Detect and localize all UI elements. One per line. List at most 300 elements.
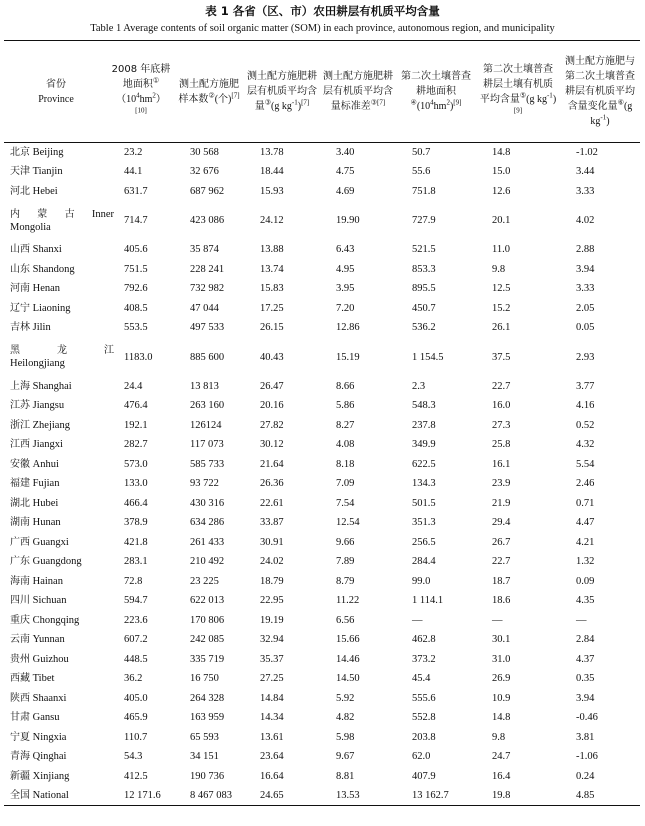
- value-cell-col-3: 27.25: [260, 673, 284, 685]
- value-cell-col-5: 349.9: [412, 439, 436, 451]
- value-cell-col-7: 3.33: [576, 185, 595, 197]
- value-cell-col-2: 687 962: [190, 185, 225, 197]
- value-cell-col-5: —: [412, 614, 423, 626]
- value-cell-col-7: 4.35: [576, 595, 595, 607]
- province-cell: [4, 338, 114, 377]
- header-reference: [7]: [377, 98, 386, 107]
- value-cell-col-1: 421.8: [124, 536, 148, 548]
- header-text: 测土配方施肥样本数: [178, 78, 239, 105]
- header-unit: hm: [139, 93, 153, 105]
- value-cell-col-7: 0.24: [576, 770, 595, 782]
- header-text: 2008 年底耕地面积: [111, 63, 171, 90]
- province-en: Hubei: [32, 497, 59, 509]
- table-row: [4, 260, 640, 280]
- value-cell-col-7: 0.05: [576, 322, 595, 334]
- table-title-english: Table 1 Average contents of soil organic matter (SOM) in each province, autonomous region, and municipality: [90, 23, 555, 34]
- value-cell-col-6: 30.1: [492, 634, 511, 646]
- value-cell-col-6: 9.8: [492, 263, 506, 275]
- value-cell-col-3: 17.25: [260, 302, 284, 314]
- value-cell-col-6: 16.0: [492, 400, 511, 412]
- column-header-4: [320, 41, 396, 143]
- value-cell-col-7: 3.44: [576, 166, 595, 178]
- table-body: [4, 143, 640, 806]
- value-cell-col-3: 24.65: [244, 786, 320, 806]
- province-cell: [4, 533, 108, 553]
- table-row: [4, 689, 640, 709]
- value-cell-col-3: 27.82: [260, 419, 284, 431]
- value-cell-col-3: 18.79: [260, 575, 284, 587]
- province-en: Heilongjiang: [10, 358, 65, 369]
- value-cell-col-1: 594.7: [124, 595, 148, 607]
- value-cell-col-5: 751.8: [412, 185, 436, 197]
- value-cell-col-6: 11.0: [492, 244, 510, 256]
- value-cell-col-1: 631.7: [124, 185, 148, 197]
- province-cn: 安徽: [10, 458, 30, 470]
- province-en: Hunan: [32, 517, 61, 529]
- value-cell-col-2: 126124: [190, 419, 222, 431]
- province-en-rest: Mongolia: [10, 221, 51, 233]
- header-unit: hm: [433, 101, 447, 112]
- province-cn: 辽宁: [10, 302, 30, 314]
- header-reference: [7]: [231, 91, 240, 100]
- value-cell-col-7: 2.05: [576, 302, 595, 314]
- header-unit-exp: 2: [446, 98, 450, 107]
- province-cell: [4, 650, 108, 670]
- province-cn-char: 古: [64, 208, 75, 220]
- value-cell-col-2: 228 241: [190, 263, 225, 275]
- value-cell-col-5: 548.3: [412, 400, 436, 412]
- value-cell-col-3: 20.16: [260, 400, 284, 412]
- value-cell-col-5: 2.3: [412, 380, 426, 392]
- value-cell-col-6: 18.6: [492, 595, 511, 607]
- header-province-cn: 省份: [46, 78, 66, 90]
- province-cell: [4, 416, 108, 436]
- value-cell-col-5: 237.8: [412, 419, 436, 431]
- value-cell-col-2: 634 286: [190, 517, 225, 529]
- value-cell-col-5: 853.3: [412, 263, 436, 275]
- province-cell: [4, 201, 114, 240]
- header-footnote-mark: ①: [152, 76, 160, 85]
- province-cn-char: 龙: [57, 345, 67, 356]
- value-cell-col-2: 170 806: [190, 614, 225, 626]
- value-cell-col-2: 32 676: [190, 166, 219, 178]
- province-cell: [4, 162, 108, 182]
- value-cell-col-5: 501.5: [412, 497, 436, 509]
- value-cell-col-4: 6.56: [336, 614, 355, 626]
- table-row: [4, 318, 640, 338]
- value-cell-col-6: 26.7: [492, 536, 511, 548]
- value-cell-col-4: 7.09: [336, 478, 355, 490]
- column-header-0: [4, 41, 108, 143]
- table-row: [4, 201, 640, 240]
- province-en: Tibet: [32, 673, 55, 685]
- column-header-6: [476, 41, 560, 143]
- table-row: [4, 182, 640, 202]
- value-cell-col-4: 4.08: [336, 439, 355, 451]
- value-cell-col-1: 44.1: [124, 166, 143, 178]
- value-cell-col-7: 0.71: [576, 497, 595, 509]
- province-en: Jiangsu: [32, 400, 65, 412]
- value-cell-col-2: 16 750: [190, 673, 219, 685]
- value-cell-col-6: 15.2: [492, 302, 511, 314]
- province-cn: 云南: [10, 634, 30, 646]
- header-text: 第二次土壤普查耕层土壤有机质平均含量: [479, 63, 553, 105]
- table-row: [4, 338, 640, 377]
- value-cell-col-5: 552.8: [412, 712, 436, 724]
- province-cn: 江苏: [10, 400, 30, 412]
- header-footnote-mark: ⑥: [617, 98, 624, 107]
- province-cn: 四川: [10, 595, 30, 607]
- value-cell-col-1: 448.5: [124, 653, 148, 665]
- province-cell: [4, 396, 108, 416]
- value-cell-col-1: 110.7: [124, 731, 148, 743]
- value-cell-col-3: 26.36: [260, 478, 284, 490]
- value-cell-col-7: 2.46: [576, 478, 595, 490]
- province-cn: 浙江: [10, 419, 30, 431]
- value-cell-col-4: 15.66: [336, 634, 360, 646]
- value-cell-col-2: 885 600: [190, 351, 225, 363]
- header-unit: (g kg: [526, 93, 547, 105]
- province-en: Shandong: [32, 263, 75, 275]
- province-cn: 重庆: [10, 614, 30, 626]
- value-cell-col-2: 35 874: [190, 244, 219, 256]
- value-cell-col-7: 3.81: [576, 731, 595, 743]
- table-row: [4, 533, 640, 553]
- value-cell-col-6: 37.5: [492, 351, 511, 363]
- value-cell-col-2: 47 044: [190, 302, 219, 314]
- province-cell: [4, 435, 108, 455]
- province-cn: 河北: [10, 185, 30, 197]
- province-cn: 新疆: [10, 770, 30, 782]
- table-row: [4, 786, 640, 806]
- value-cell-col-7: 4.47: [576, 517, 595, 529]
- province-cn: 海南: [10, 575, 30, 587]
- value-cell-col-3: 14.84: [260, 692, 284, 704]
- province-cn-char: 内: [10, 208, 20, 220]
- province-en: Jilin: [32, 322, 51, 334]
- province-cn: 贵州: [10, 653, 30, 665]
- value-cell-col-5: 462.8: [412, 634, 436, 646]
- province-cn: 河南: [10, 283, 30, 295]
- value-cell-col-7: 4.16: [576, 400, 595, 412]
- value-cell-col-2: 34 151: [190, 751, 219, 763]
- value-cell-col-4: 3.40: [336, 147, 355, 158]
- value-cell-col-3: 24.02: [260, 556, 284, 568]
- province-cn: 陕西: [10, 692, 30, 704]
- value-cell-col-3: 13.78: [260, 147, 284, 158]
- value-cell-col-5: 407.9: [412, 770, 436, 782]
- province-cell: [4, 767, 108, 787]
- value-cell-col-3: 35.37: [260, 653, 284, 665]
- value-cell-col-2: 117 073: [190, 439, 224, 451]
- header-unit: ): [297, 101, 302, 112]
- header-unit: (g kg: [590, 101, 633, 127]
- value-cell-col-4: 8.66: [336, 380, 355, 392]
- province-cn: 全国: [10, 790, 30, 801]
- province-en: Tianjin: [32, 166, 63, 178]
- header-unit-exp: -1: [546, 91, 553, 100]
- value-cell-col-5: 895.5: [412, 283, 436, 295]
- value-cell-col-2: 732 982: [190, 283, 225, 295]
- header-footnote-mark: ③: [264, 98, 272, 107]
- table-row: [4, 396, 640, 416]
- province-en: Shaanxi: [32, 692, 67, 704]
- province-name-line: [10, 344, 114, 357]
- province-en: Fujian: [32, 478, 60, 490]
- value-cell-col-5: 55.6: [412, 166, 431, 178]
- value-cell-col-2: 23 225: [190, 575, 219, 587]
- table-row: [4, 240, 640, 260]
- header-unit: ): [606, 116, 610, 127]
- value-cell-col-3: 40.43: [260, 351, 284, 363]
- value-cell-col-1: 465.9: [124, 712, 148, 724]
- value-cell-col-3: 30.91: [260, 536, 284, 548]
- value-cell-col-7: 0.09: [576, 575, 595, 587]
- header-unit: ): [449, 101, 454, 112]
- value-cell-col-2: 261 433: [190, 536, 225, 548]
- value-cell-col-1: 1183.0: [124, 351, 153, 363]
- province-en: Ningxia: [32, 731, 67, 743]
- value-cell-col-3: 33.87: [260, 517, 284, 529]
- value-cell-col-7: 2.88: [576, 244, 595, 256]
- value-cell-col-3: 23.64: [260, 751, 284, 763]
- header-unit-exp: 2: [152, 91, 156, 100]
- value-cell-col-7: 1.32: [576, 556, 595, 568]
- value-cell-col-3: 19.19: [260, 614, 284, 626]
- value-cell-col-5: 727.9: [412, 215, 436, 226]
- value-cell-col-2: 8 467 083: [174, 786, 244, 806]
- column-header-7: [560, 41, 640, 143]
- value-cell-col-3: 30.12: [260, 439, 284, 451]
- value-cell-col-2: 210 492: [190, 556, 225, 568]
- table-row: [4, 572, 640, 592]
- header-reference: [7]: [301, 98, 310, 107]
- province-en: Yunnan: [32, 634, 65, 646]
- value-cell-col-2: 65 593: [190, 731, 219, 743]
- province-en: Chongqing: [32, 614, 80, 626]
- province-cell: [4, 182, 108, 202]
- value-cell-col-4: 7.89: [336, 556, 355, 568]
- value-cell-col-4: 14.50: [336, 673, 360, 685]
- province-cn: 江西: [10, 439, 30, 451]
- value-cell-col-5: 536.2: [412, 322, 436, 334]
- value-cell-col-1: 792.6: [124, 283, 148, 295]
- province-cell: [4, 143, 108, 163]
- value-cell-col-2: 13 813: [190, 380, 219, 392]
- value-cell-col-7: 2.84: [576, 634, 595, 646]
- value-cell-col-5: 62.0: [412, 751, 431, 763]
- value-cell-col-4: 7.54: [336, 497, 355, 509]
- province-cn: 山西: [10, 244, 30, 256]
- value-cell-col-6: 16.1: [492, 458, 511, 470]
- province-en: Anhui: [32, 458, 59, 470]
- value-cell-col-5: 622.5: [412, 458, 436, 470]
- header-unit-exp: 4: [430, 98, 434, 107]
- value-cell-col-7: 3.94: [576, 263, 595, 275]
- value-cell-col-5: 284.4: [412, 556, 436, 568]
- table-row: [4, 747, 640, 767]
- value-cell-col-2: 335 719: [190, 653, 225, 665]
- province-cn-char: 江: [104, 345, 114, 356]
- value-cell-col-5: 373.2: [412, 653, 436, 665]
- table-row: [4, 650, 640, 670]
- value-cell-col-6: 14.8: [492, 147, 511, 158]
- value-cell-col-2: 430 316: [190, 497, 225, 509]
- province-cell: [4, 552, 108, 572]
- value-cell-col-6: 15.0: [492, 166, 511, 178]
- value-cell-col-4: 6.43: [336, 244, 355, 256]
- table-row: [4, 162, 640, 182]
- province-en: Sichuan: [32, 595, 67, 607]
- value-cell-col-6: 21.9: [492, 497, 511, 509]
- table-row: [4, 767, 640, 787]
- province-name-line: [10, 208, 114, 221]
- value-cell-col-6: 31.0: [492, 653, 511, 665]
- header-footnote-mark: ③: [370, 98, 378, 107]
- value-cell-col-5: 45.4: [412, 673, 431, 685]
- value-cell-col-3: 22.61: [260, 497, 284, 509]
- table-row: [4, 611, 640, 631]
- value-cell-col-4: 8.81: [336, 770, 355, 782]
- header-unit: （10: [116, 93, 137, 105]
- value-cell-col-7: 4.02: [576, 215, 595, 226]
- value-cell-col-4: 5.92: [336, 692, 355, 704]
- province-cell: [4, 240, 108, 260]
- value-cell-col-3: 21.64: [260, 458, 284, 470]
- header-footnote-mark: ④: [410, 98, 417, 107]
- table-header: [4, 41, 640, 143]
- value-cell-col-3: 13.88: [260, 244, 284, 256]
- value-cell-col-6: —: [492, 614, 503, 626]
- value-cell-col-7: 3.94: [576, 692, 595, 704]
- value-cell-col-1: 408.5: [124, 302, 148, 314]
- value-cell-col-2: 163 959: [190, 712, 225, 724]
- value-cell-col-7: -1.02: [576, 147, 598, 158]
- value-cell-col-2: 622 013: [190, 595, 225, 607]
- value-cell-col-1: 405.0: [124, 692, 148, 704]
- province-cn: 福建: [10, 478, 30, 490]
- value-cell-col-1: 412.5: [124, 770, 148, 782]
- table-row: [4, 455, 640, 475]
- value-cell-col-6: 26.1: [492, 322, 511, 334]
- province-cn: 广东: [10, 556, 30, 568]
- header-footnote-mark: ②: [208, 91, 215, 100]
- table-row: [4, 728, 640, 748]
- value-cell-col-3: 15.93: [260, 185, 284, 197]
- value-cell-col-2: 497 533: [190, 322, 225, 334]
- table-row: [4, 513, 640, 533]
- value-cell-col-7: 0.35: [576, 673, 595, 685]
- province-en: Liaoning: [32, 302, 71, 314]
- value-cell-col-1: 24.4: [124, 380, 143, 392]
- value-cell-col-7: 5.54: [576, 458, 595, 470]
- value-cell-col-5: 1 114.1: [412, 595, 444, 607]
- value-cell-col-2: 242 085: [190, 634, 225, 646]
- province-cell: [4, 669, 108, 689]
- header-reference: [9]: [513, 106, 523, 115]
- value-cell-col-5: 521.5: [412, 244, 436, 256]
- value-cell-col-6: 14.8: [492, 712, 511, 724]
- value-cell-col-6: 19.8: [476, 786, 560, 806]
- value-cell-col-6: 16.4: [492, 770, 511, 782]
- value-cell-col-1: 714.7: [124, 215, 148, 226]
- province-en: Zhejiang: [32, 419, 70, 431]
- province-cn: 广西: [10, 536, 30, 548]
- province-cn: 青海: [10, 751, 30, 763]
- value-cell-col-7: 4.85: [560, 786, 640, 806]
- value-cell-col-1: 283.1: [124, 556, 148, 568]
- value-cell-col-3: 15.83: [260, 283, 284, 295]
- value-cell-col-3: 18.44: [260, 166, 284, 178]
- province-en: Xinjiang: [32, 770, 70, 782]
- value-cell-col-1: 12 171.6: [108, 786, 174, 806]
- province-cell: [4, 630, 108, 650]
- value-cell-col-7: 4.37: [576, 653, 595, 665]
- header-unit-exp: 4: [136, 91, 140, 100]
- value-cell-col-4: 7.20: [336, 302, 355, 314]
- province-cell: [4, 474, 108, 494]
- value-cell-col-4: 5.86: [336, 400, 355, 412]
- value-cell-col-1: 54.3: [124, 751, 143, 763]
- value-cell-col-1: 466.4: [124, 497, 148, 509]
- province-cn: 山东: [10, 263, 30, 275]
- column-header-1: [108, 41, 174, 143]
- table-row: [4, 552, 640, 572]
- value-cell-col-2: 423 086: [190, 215, 225, 226]
- value-cell-col-2: 264 328: [190, 692, 225, 704]
- province-en: Beijing: [32, 147, 64, 158]
- value-cell-col-6: 20.1: [492, 215, 511, 226]
- value-cell-col-1: 405.6: [124, 244, 148, 256]
- table-row: [4, 474, 640, 494]
- column-header-5: [396, 41, 476, 143]
- value-cell-col-1: 378.9: [124, 517, 148, 529]
- value-cell-col-1: 72.8: [124, 575, 143, 587]
- province-en: Hebei: [32, 185, 58, 197]
- value-cell-col-7: 3.77: [576, 380, 595, 392]
- value-cell-col-4: 9.67: [336, 751, 355, 763]
- value-cell-col-4: 8.27: [336, 419, 355, 431]
- province-cell: [4, 786, 108, 806]
- header-unit: (个): [214, 93, 232, 105]
- value-cell-col-7: -1.06: [576, 751, 598, 763]
- province-cell: [4, 747, 108, 767]
- value-cell-col-6: 29.4: [492, 517, 511, 529]
- province-cn: 北京: [10, 147, 30, 158]
- table-row: [4, 416, 640, 436]
- province-en: Guangxi: [32, 536, 69, 548]
- header-text: 测土配方施肥与第二次土壤普查耕层有机质平均含量变化量: [565, 56, 635, 112]
- province-en: Henan: [32, 283, 61, 295]
- value-cell-col-6: 22.7: [492, 380, 511, 392]
- value-cell-col-1: 223.6: [124, 614, 148, 626]
- som-table: [4, 40, 640, 806]
- value-cell-col-5: 1 154.5: [412, 351, 444, 363]
- value-cell-col-5: 256.5: [412, 536, 436, 548]
- value-cell-col-7: 3.33: [576, 283, 595, 295]
- value-cell-col-4: 3.95: [336, 283, 355, 295]
- value-cell-col-3: 24.12: [260, 215, 284, 226]
- province-cell: [4, 611, 108, 631]
- value-cell-col-6: 22.7: [492, 556, 511, 568]
- province-cn: 宁夏: [10, 731, 30, 743]
- value-cell-col-6: 25.8: [492, 439, 511, 451]
- table-row: [4, 708, 640, 728]
- province-cn: 湖南: [10, 517, 30, 529]
- value-cell-col-6: 27.3: [492, 419, 511, 431]
- province-en-part: Inner: [91, 208, 114, 220]
- value-cell-col-4: 13.53: [320, 786, 396, 806]
